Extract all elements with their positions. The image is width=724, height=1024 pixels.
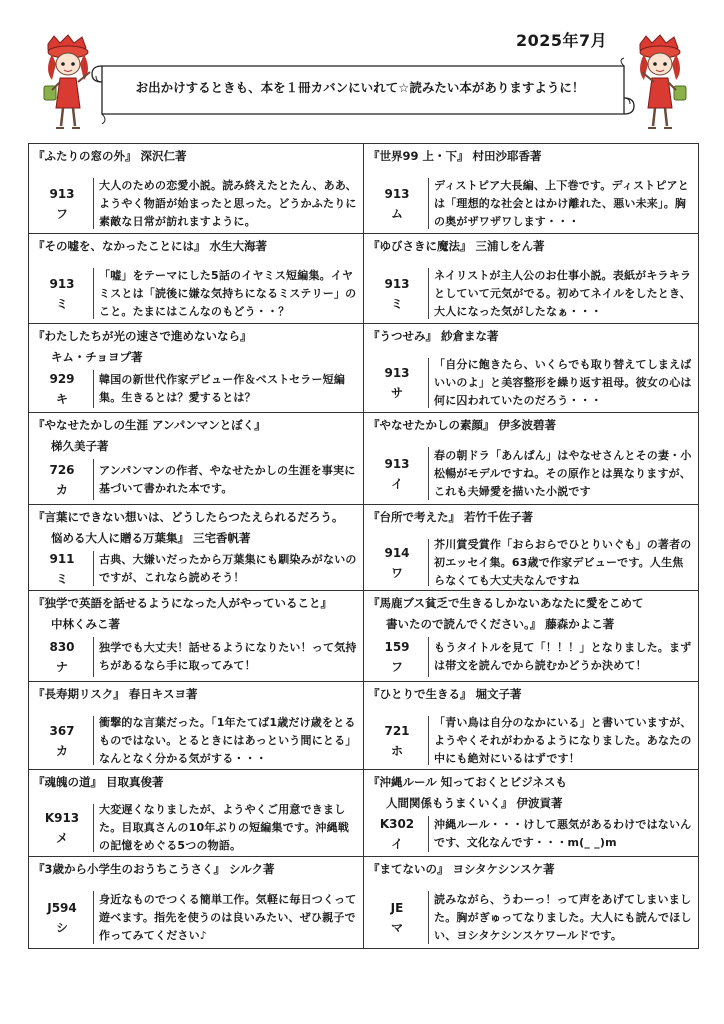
book-description: 独学でも大丈夫！話せるようになりたい！って気持ちがあるなら手に取ってみて！ [99, 641, 357, 672]
book-description: 大変遅くなりましたが、ようやくご用意できました。目取真さんの10年ぶりの短編集です。沖縄戦の記憶をめぐる5つの物語。 [99, 803, 350, 852]
call-number-code: 913 [384, 276, 410, 291]
book-title: 『3歳から小学生のおうちこうさく』 シルク著 [33, 862, 275, 876]
call-number-kana: カ [55, 482, 68, 497]
call-number-code: 913 [384, 456, 410, 471]
book-description: 古典、大嫌いだったから万葉集にも馴染みがないのですが、これなら読めそう！ [99, 552, 357, 584]
book-title: 『わたしたちが光の速さで進めないなら』 [33, 329, 252, 343]
book-title: 『ゆびさきに魔法』 三浦しをん著 [368, 239, 545, 253]
book-title: 『うつせみ』 紗倉まな著 [368, 329, 499, 343]
call-number [366, 178, 429, 229]
book-description: もうタイトルを見て「！！！」となりました。まずは帯文を読んでから読むかどうか決めて！ [434, 641, 692, 672]
book-description: ディストピア大長編、上下巻です。ディストピアとは「理想的な社会とはかけ離れた、悪い未来」。胸の奥がザワザワします・・・ [434, 178, 689, 228]
book-entry [29, 413, 364, 505]
call-number-kana: イ [390, 476, 403, 491]
book-author: キム・チョヨプ著 [51, 350, 143, 364]
book-description: 「嘘」をテーマにした5話のイヤミス短編集。イヤミスとは「読後に嫌な気持ちになるミステリー」のこと。たまにはこんなのもどう・・？ [99, 268, 357, 318]
book-description: 身近なものでつくる簡単工作。気軽に毎日つくって遊べます。指先を使うのは良いみたい、ぜひ親子で作ってみてください♪ [99, 892, 357, 942]
call-number-code: J594 [47, 900, 77, 915]
call-number-kana: カ [55, 743, 68, 758]
call-number [366, 358, 429, 408]
book-title: 『その嘘を、なかったことには』 水生大海著 [33, 239, 268, 253]
book-title-continued: 書いたので読んでください。』 藤森かよこ著 [386, 617, 615, 631]
book-entry [364, 144, 699, 234]
book-description: 衝撃的な言葉だった。「1年たてば1歳だけ歳をとるものではない。とるときにはあっという間にとる」なんとなく分かる気がする・・・ [99, 715, 357, 765]
call-number-kana: ホ [390, 743, 403, 758]
call-number [31, 178, 94, 229]
book-entry [364, 234, 699, 324]
call-number-code: 913 [384, 366, 410, 380]
call-number [366, 816, 429, 852]
call-number [366, 891, 429, 944]
book-entry [29, 682, 364, 770]
book-title-continued: 悩める大人に贈る万葉集』 三宅香帆著 [51, 531, 251, 545]
call-number-kana: ム [390, 206, 403, 221]
date-label: 2025年7月 [516, 31, 608, 50]
call-number-kana: フ [55, 206, 68, 221]
call-number [31, 268, 94, 319]
call-number-code: 721 [384, 723, 410, 738]
call-number-code: 913 [384, 186, 410, 201]
book-description: ネイリストが主人公のお仕事小説。表紙がキラキラとしていて元気がでる。初めてネイルをしたとき、大人になった気がしたなぁ・・・ [434, 268, 692, 318]
call-number [31, 459, 94, 500]
call-number-kana: ワ [390, 565, 403, 580]
book-title: 『ふたりの窓の外』 深沢仁著 [33, 149, 187, 163]
book-entry [364, 682, 699, 770]
call-number [366, 268, 429, 319]
call-number [31, 551, 94, 586]
call-number-kana: フ [390, 660, 403, 674]
call-number-code: 929 [49, 372, 75, 386]
call-number-kana: ナ [55, 660, 68, 674]
book-title: 『魂魄の道』 目取真俊著 [33, 775, 164, 789]
book-author: 梯久美子著 [51, 439, 109, 453]
book-title: 『ひとりで生きる』 堀文子著 [368, 687, 522, 701]
call-number [366, 447, 429, 500]
book-title-continued: 人間関係もうまくいく』 伊波貢著 [386, 796, 563, 810]
call-number-code: 830 [49, 640, 75, 654]
book-title: 『沖縄ルール 知っておくとビジネスも [368, 775, 567, 789]
book-title: 『独学で英語を話せるようになった人がやっていること』 [33, 596, 332, 610]
book-title: 『長寿期リスク』 春日キスヨ著 [33, 687, 198, 701]
call-number-kana: ミ [55, 571, 68, 586]
book-description: 沖縄ルール・・・けして悪気があるわけではないんです、文化なんです・・・m(_ _)m [434, 818, 692, 849]
call-number-code: 913 [49, 186, 75, 201]
call-number-code: 367 [49, 723, 75, 738]
call-number-kana: ミ [55, 296, 68, 311]
book-title: 『馬鹿ブス貧乏で生きるしかないあなたに愛をこめて [368, 596, 644, 610]
call-number [31, 370, 94, 408]
book-title: 『やなせたかしの素顔』 伊多波碧著 [368, 418, 557, 432]
book-entry [29, 770, 364, 857]
book-title: 『世界99 上・下』 村田沙耶香著 [368, 149, 542, 163]
book-description: 芥川賞受賞作「おらおらでひとりいぐも」の著者の初エッセイ集。63歳で作家デビューです。人生焦らなくても大丈夫なんですね [434, 537, 692, 587]
call-number-code: 159 [384, 640, 410, 654]
call-number-code: 913 [49, 276, 75, 291]
call-number [366, 716, 429, 765]
book-entry [29, 234, 364, 324]
call-number-kana: サ [390, 386, 403, 400]
book-title: 『やなせたかしの生涯 アンパンマンとぼく』 [33, 418, 266, 432]
book-description: 「自分に飽きたら、いくらでも取り替えてしまえばいいのよ」と美容整形を繰り返す祖母。彼女の心は何に囚われていたのだろう・・・ [434, 358, 692, 407]
book-entry [364, 770, 699, 857]
book-description: 韓国の新世代作家デビュー作＆ベストセラー短編集。生きるとは？愛するとは？ [99, 373, 346, 404]
book-description: 「青い鳥は自分のなかにいる」と書いていますが、ようやくそれがわかるようになりました。あなたの中にも絶対にいるはずです！ [434, 715, 692, 765]
book-description: アンパンマンの作者、やなせたかしの生涯を事実に基づいて書かれた本です。 [99, 463, 356, 495]
book-author: 中林くみこ著 [51, 617, 120, 631]
call-number [366, 637, 429, 677]
call-number [31, 891, 94, 944]
call-number [31, 716, 94, 765]
book-entry [29, 857, 364, 949]
book-title: 『言葉にできない想いは、どうしたらつたえられるだろう。 [33, 510, 344, 524]
call-number-kana: キ [55, 392, 68, 406]
call-number [366, 539, 429, 586]
book-description: 春の朝ドラ「あんぱん」はやなせさんとその妻・小松暢がモデルですね。その原作とは異なりますが、これも夫婦愛を描いた小説です [434, 448, 692, 498]
book-grid [28, 143, 699, 949]
book-entry [364, 591, 699, 682]
call-number-code: 726 [49, 462, 75, 477]
book-description: 読みながら、うわーっ！って声をあげてしまいました。胸がぎゅってなりました。大人にも読んでほしい、ヨシタケシンスケワールドです。 [434, 892, 692, 942]
banner-message: お出かけするときも、本を１冊カバンにいれて☆読みたい本がありますように！ [135, 80, 585, 95]
book-entry [29, 144, 364, 234]
book-entry [364, 413, 699, 505]
call-number-kana: イ [390, 837, 403, 851]
book-title: 『台所で考えた』 若竹千佐子著 [368, 510, 534, 524]
book-entry [29, 591, 364, 682]
call-number [31, 637, 94, 677]
call-number-kana: シ [55, 920, 68, 935]
book-entry [29, 505, 364, 591]
book-title: 『まてないの』 ヨシタケシンスケ著 [368, 862, 555, 876]
call-number-kana: メ [55, 831, 68, 845]
call-number-code: JE [390, 900, 404, 915]
call-number-kana: マ [390, 920, 403, 935]
call-number [31, 804, 94, 852]
book-entry [364, 324, 699, 413]
book-entry [29, 324, 364, 413]
call-number-code: 911 [49, 551, 75, 566]
book-description: 大人のための恋愛小説。読み終えたとたん、ああ、ようやく物語が始まったと思った。どうかふたりに素敵な日常が訪れますように。 [99, 178, 357, 228]
call-number-code: K913 [44, 811, 80, 825]
book-entry [364, 505, 699, 591]
book-entry [364, 857, 699, 949]
call-number-code: 914 [384, 545, 410, 560]
call-number-code: K302 [379, 817, 415, 831]
call-number-kana: ミ [390, 296, 403, 311]
